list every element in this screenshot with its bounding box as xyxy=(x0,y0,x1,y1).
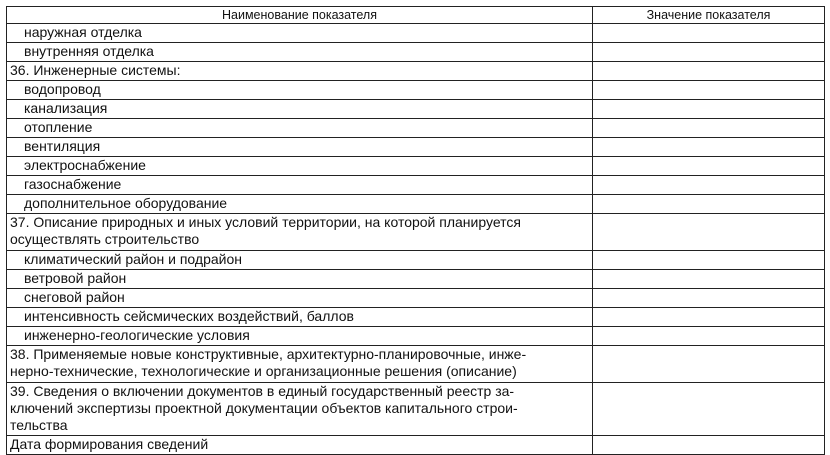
table-row xyxy=(7,327,825,346)
table-row xyxy=(7,308,825,327)
indicator-name-cell: электроснабжение xyxy=(7,157,593,176)
indicator-name-cell: отопление xyxy=(7,119,593,138)
indicator-value-cell xyxy=(593,43,825,62)
table-row xyxy=(7,346,825,383)
indicator-value-cell xyxy=(593,138,825,157)
indicator-value-cell xyxy=(593,308,825,327)
table-row xyxy=(7,214,825,251)
table-row xyxy=(7,24,825,43)
indicator-name-cell: 36. Инженерные системы: xyxy=(7,62,593,81)
indicator-value-cell xyxy=(593,195,825,214)
indicator-name-cell: внутренняя отделка xyxy=(7,43,593,62)
table-row xyxy=(7,157,825,176)
indicator-value-cell xyxy=(593,289,825,308)
header-indicator-value: Значение показателя xyxy=(593,7,825,24)
indicator-value-cell xyxy=(593,176,825,195)
table-row xyxy=(7,270,825,289)
indicator-name-cell: наружная отделка xyxy=(7,24,593,43)
indicator-name-cell: Дата формирования сведений xyxy=(7,436,593,455)
table-row xyxy=(7,43,825,62)
indicator-value-cell xyxy=(593,346,825,383)
indicator-name-cell: 38. Применяемые новые конструктивные, архитектурно-планировочные, инже- нерно-технические, технологические и организационные решения (описание) xyxy=(7,346,593,383)
indicator-name-cell: ветровой район xyxy=(7,270,593,289)
indicator-value-cell xyxy=(593,251,825,270)
indicator-value-cell xyxy=(593,383,825,436)
table-body xyxy=(7,24,825,455)
indicator-table xyxy=(6,6,825,455)
indicator-name-cell: газоснабжение xyxy=(7,176,593,195)
table-row xyxy=(7,62,825,81)
indicator-name-cell: климатический район и подрайон xyxy=(7,251,593,270)
table-row xyxy=(7,176,825,195)
table-row xyxy=(7,383,825,436)
indicator-value-cell xyxy=(593,81,825,100)
table-row xyxy=(7,289,825,308)
table-row xyxy=(7,119,825,138)
indicator-value-cell xyxy=(593,214,825,251)
table-row xyxy=(7,138,825,157)
table-row xyxy=(7,81,825,100)
indicator-value-cell xyxy=(593,270,825,289)
table-row xyxy=(7,195,825,214)
indicator-name-cell: интенсивность сейсмических воздействий, баллов xyxy=(7,308,593,327)
header-indicator-name: Наименование показателя xyxy=(7,7,593,24)
indicator-table-wrapper xyxy=(6,6,825,455)
indicator-value-cell xyxy=(593,157,825,176)
indicator-name-cell: дополнительное оборудование xyxy=(7,195,593,214)
indicator-name-cell: снеговой район xyxy=(7,289,593,308)
indicator-name-cell: водопровод xyxy=(7,81,593,100)
indicator-value-cell xyxy=(593,327,825,346)
indicator-name-cell: 37. Описание природных и иных условий территории, на которой планируется осуществлять строительство xyxy=(7,214,593,251)
table-header-row xyxy=(7,7,825,24)
indicator-value-cell xyxy=(593,119,825,138)
indicator-name-cell: вентиляция xyxy=(7,138,593,157)
indicator-value-cell xyxy=(593,100,825,119)
indicator-name-cell: 39. Сведения о включении документов в единый государственный реестр за- ключений экспертизы проектной документации объектов капитального строи- тельства xyxy=(7,383,593,436)
indicator-value-cell xyxy=(593,24,825,43)
table-row xyxy=(7,100,825,119)
table-row xyxy=(7,251,825,270)
indicator-value-cell xyxy=(593,436,825,455)
table-row xyxy=(7,436,825,455)
indicator-value-cell xyxy=(593,62,825,81)
indicator-name-cell: инженерно-геологические условия xyxy=(7,327,593,346)
indicator-name-cell: канализация xyxy=(7,100,593,119)
